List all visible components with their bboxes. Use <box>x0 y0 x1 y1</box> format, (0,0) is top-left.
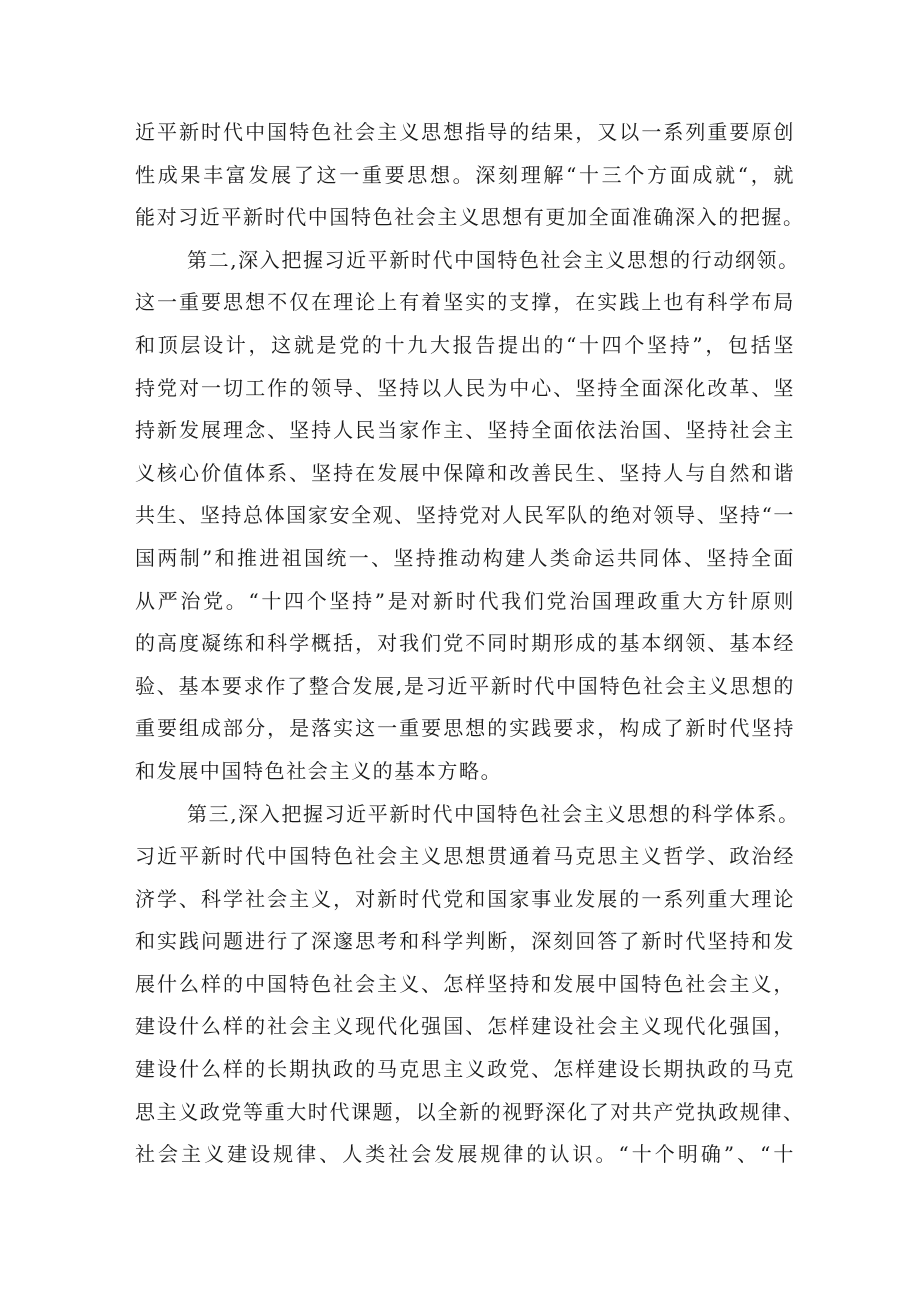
text-line: 验、基本要求作了整合发展,是习近平新时代中国特色社会主义思想的 <box>135 673 795 698</box>
text-line: 从严治党。“十四个坚持”是对新时代我们党治国理政重大方针原则 <box>135 588 795 613</box>
text-line: 社会主义建设规律、人类社会发展规律的认识。“十个明确”、“十 <box>135 1142 795 1167</box>
text-line: 的高度凝练和科学概括，对我们党不同时期形成的基本纲领、基本经 <box>135 631 795 656</box>
paragraph-third-point <box>135 793 805 1176</box>
text-line: 展什么样的中国特色社会主义、怎样坚持和发展中国特色社会主义， <box>135 971 795 996</box>
paragraph-heading-line: 第三,深入把握习近平新时代中国特色社会主义思想的科学体系。 <box>187 801 800 826</box>
text-line: 国两制”和推进祖国统一、坚持推动构建人类命运共同体、坚持全面 <box>135 545 795 570</box>
text-line: 共生、坚持总体国家安全观、坚持党对人民军队的绝对领导、坚持“一 <box>135 503 795 528</box>
text-line: 近平新时代中国特色社会主义思想指导的结果，又以一系列重要原创 <box>135 120 795 144</box>
text-line: 济学、科学社会主义，对新时代党和国家事业发展的一系列重大理论 <box>135 886 795 911</box>
text-line: 义核心价值体系、坚持在发展中保障和改善民生、坚持人与自然和谐 <box>135 460 795 485</box>
paragraph-heading-line: 第二,深入把握习近平新时代中国特色社会主义思想的行动纲领。 <box>187 247 800 272</box>
text-line: 和顶层设计，这就是党的十九大报告提出的“十四个坚持”，包括坚 <box>135 332 795 357</box>
text-line: 重要组成部分，是落实这一重要思想的实践要求，构成了新时代坚持 <box>135 716 795 741</box>
text-line: 建设什么样的社会主义现代化强国、怎样建设社会主义现代化强国， <box>135 1014 795 1039</box>
paragraph-second-point <box>135 239 800 793</box>
text-line: 能对习近平新时代中国特色社会主义思想有更加全面准确深入的把握。 <box>135 205 805 230</box>
text-line: 建设什么样的长期执政的马克思主义政党、怎样建设长期执政的马克 <box>135 1057 795 1082</box>
text-line: 思主义政党等重大时代课题，以全新的视野深化了对共产党执政规律、 <box>135 1099 805 1124</box>
document-body <box>135 111 805 1176</box>
text-line: 持党对一切工作的领导、坚持以人民为中心、坚持全面深化改革、坚 <box>135 375 795 400</box>
text-line: 性成果丰富发展了这一重要思想。深刻理解“十三个方面成就“，就 <box>135 162 795 187</box>
text-line: 持新发展理念、坚持人民当家作主、坚持全面依法治国、坚持社会主 <box>135 418 795 443</box>
text-line: 这一重要思想不仅在理论上有着坚实的支撑，在实践上也有科学布局 <box>135 290 795 315</box>
text-line: 和实践问题进行了深邃思考和科学判断，深刻回答了新时代坚持和发 <box>135 929 795 954</box>
text-line: 习近平新时代中国特色社会主义思想贯通着马克思主义哲学、政治经 <box>135 844 795 869</box>
paragraph-continuation <box>135 111 805 239</box>
text-line-last: 和发展中国特色社会主义的基本方略。 <box>135 758 503 783</box>
